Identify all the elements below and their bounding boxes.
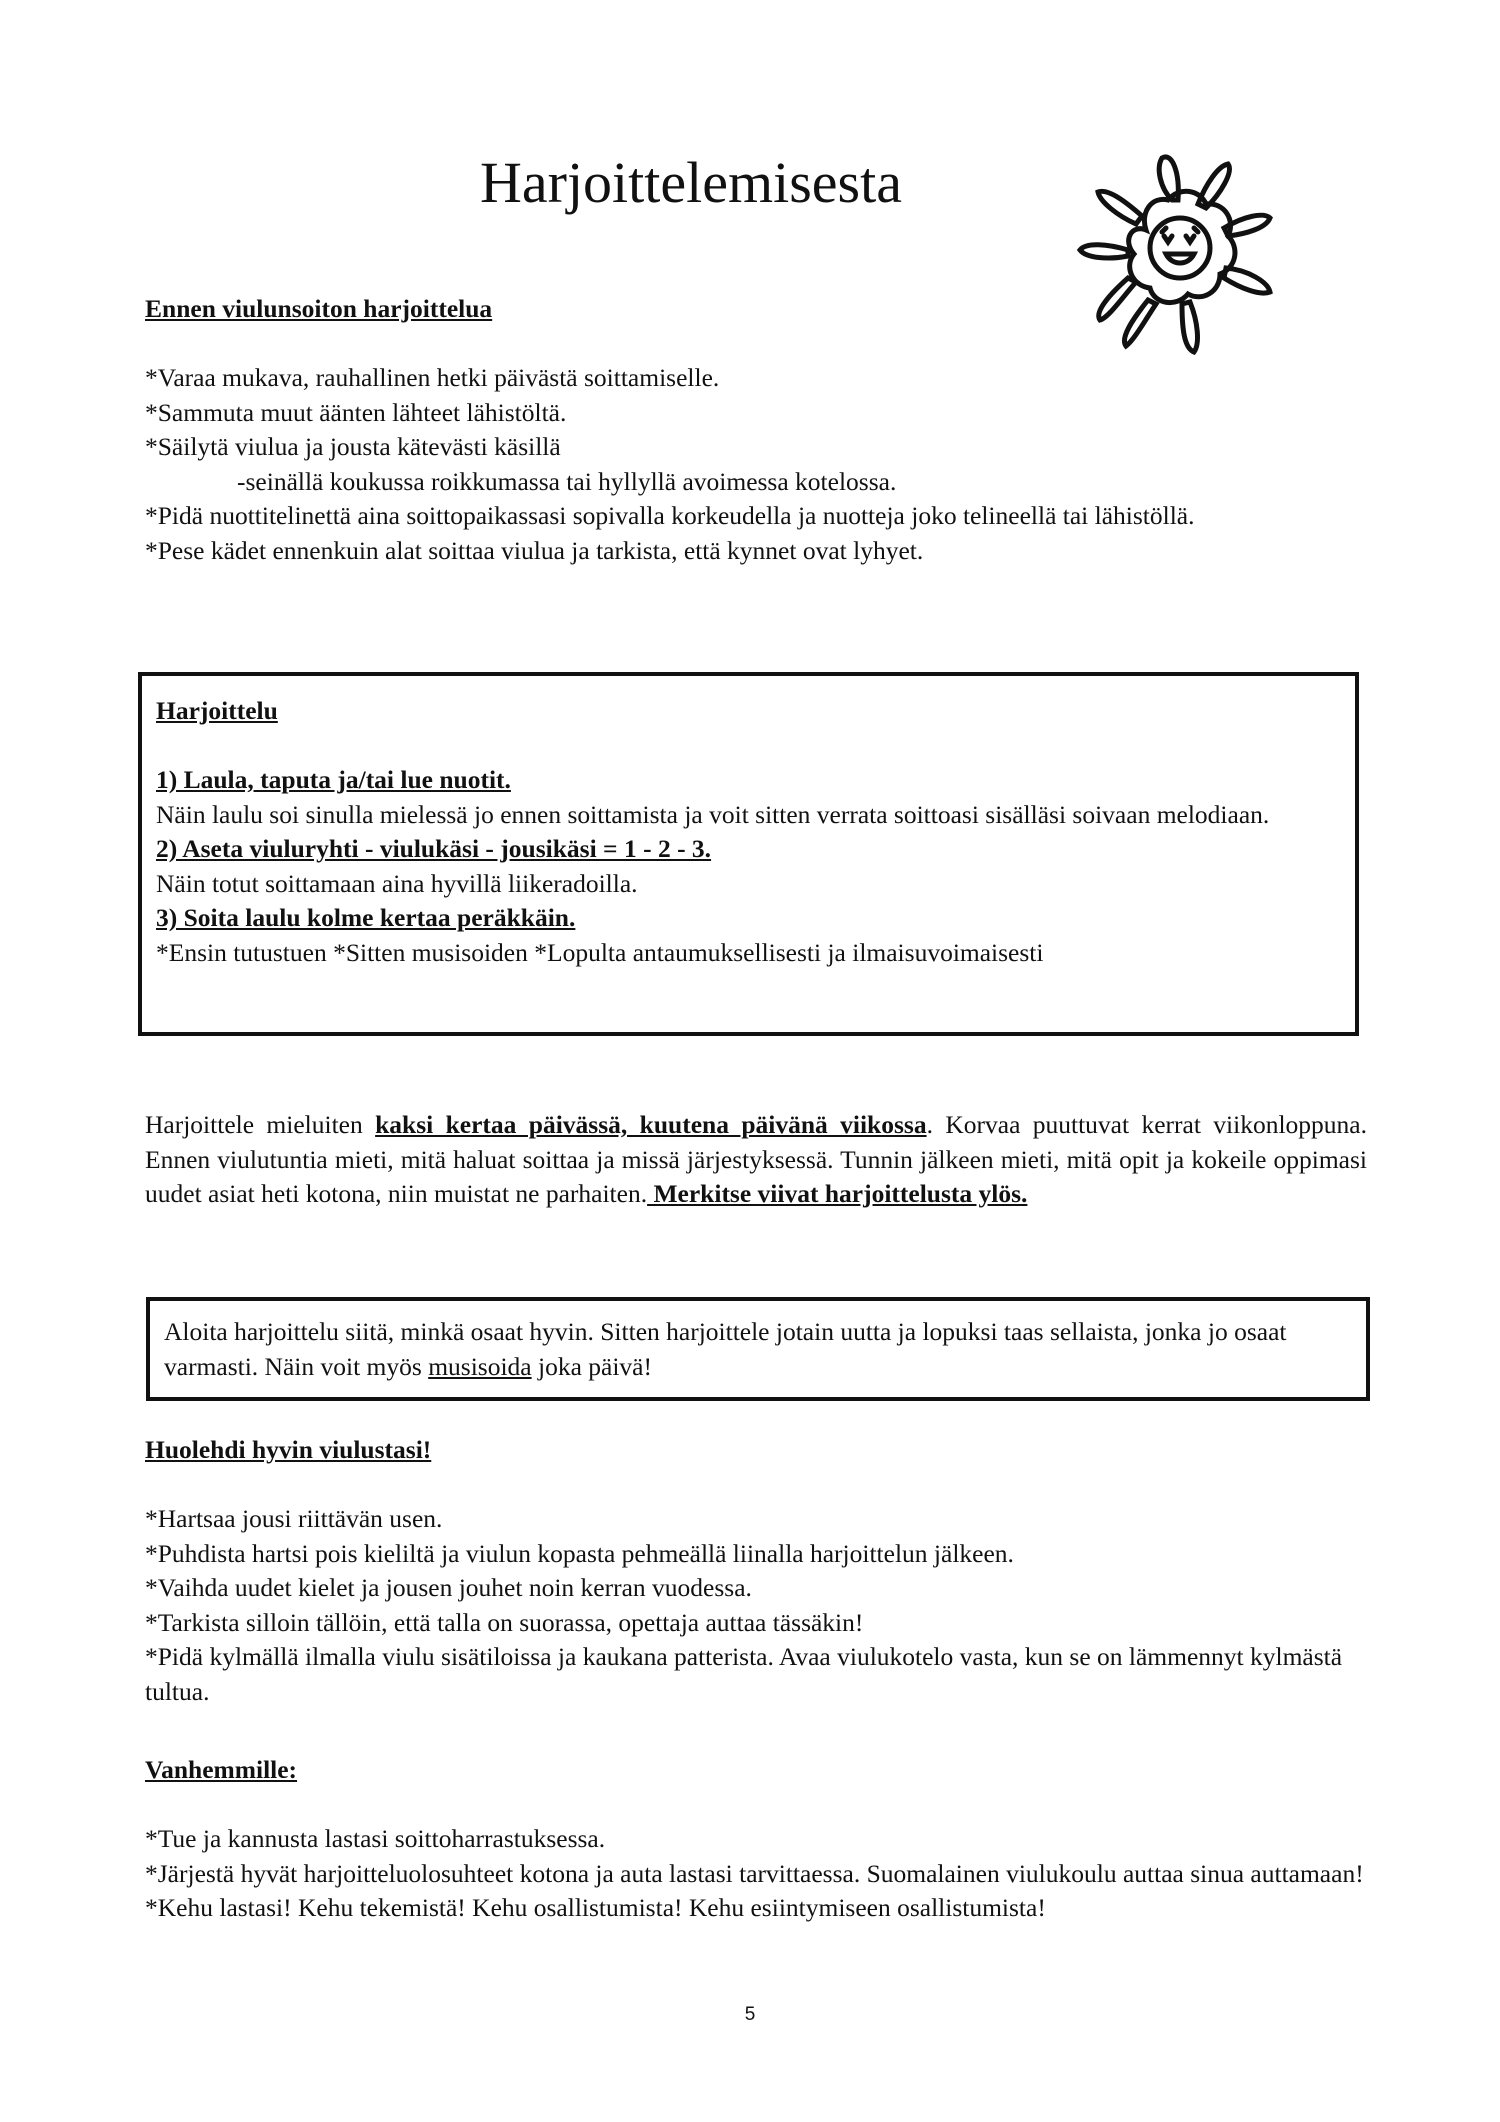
practice-step2-text: Näin totut soittamaan aina hyvillä liikeradoilla. [156, 868, 638, 898]
before-item: *Varaa mukava, rauhallinen hetki päivästä soittamiselle. [145, 363, 720, 392]
tip-box [146, 1297, 1370, 1401]
frequency-emphasis-2: Merkitse viivat harjoittelusta ylös. [647, 1179, 1028, 1208]
care-item: *Hartsaa jousi riittävän usen. [145, 1504, 443, 1533]
tip-text [164, 1315, 1352, 1384]
practice-step3-text: *Ensin tutustuen *Sitten musisoiden *Lopulta antaumuksellisesti ja ilmaisuvoimaisesti [156, 937, 1044, 967]
section-care-heading: Huolehdi hyvin viulustasi! [145, 1435, 432, 1464]
section-care [145, 1433, 1375, 1709]
practice-step1-text: Näin laulu soi sinulla mielessä jo ennen soittamista ja voit sitten verrata soittoasi sisälläsi soivaan melodiaan. [156, 799, 1270, 829]
section-parents-heading: Vanhemmille: [145, 1755, 298, 1784]
practice-step2-title: 2) Aseta viuluryhti - viulukäsi - jousikäsi = 1 - 2 - 3. [156, 834, 712, 863]
practice-step1-title: 1) Laula, taputa ja/tai lue nuotit. [156, 765, 511, 794]
frequency-text-2: . Korvaa puuttuvat kerrat viikonloppuna. Ennen viulutuntia mieti, mitä haluat soittaa ja missä järjestyksessä. Tunnin jälkeen mieti, mitä opit ja kokeile oppimasi uudet asiat heti kotona, niin muistat ne parhaiten. [145, 1110, 1367, 1208]
care-item: *Puhdista hartsi pois kieliltä ja viulun kopasta pehmeällä liinalla harjoittelun jälkeen. [145, 1538, 1014, 1568]
section-parents [145, 1753, 1375, 1926]
section-before-practice [145, 292, 1375, 568]
before-item: *Säilytä viulua ja jousta kätevästi käsillä [145, 432, 561, 461]
tip-text-1: Aloita harjoittelu siitä, minkä osaat hyvin. Sitten harjoittele jotain uutta ja lopuksi taas sellaista, jonka jo osaat varmasti. Näin voit myös [164, 1317, 1287, 1381]
frequency-emphasis: kaksi kertaa päivässä, kuutena päivänä viikossa [375, 1110, 927, 1139]
frequency-paragraph [145, 1108, 1367, 1212]
parents-item: *Kehu lastasi! Kehu tekemistä! Kehu osallistumista! Kehu esiintymiseen osallistumista! [145, 1893, 1046, 1922]
before-item: -seinällä koukussa roikkumassa tai hyllyllä avoimessa kotelossa. [237, 466, 897, 496]
frequency-text-1: Harjoittele mieluiten [145, 1110, 376, 1139]
care-item: *Tarkista silloin tällöin, että talla on suorassa, opettaja auttaa tässäkin! [145, 1607, 864, 1637]
care-item: *Pidä kylmällä ilmalla viulu sisätiloissa ja kaukana patterista. Avaa viulukotelo vasta, kun se on lämmennyt kylmästä tultua. [145, 1642, 1343, 1706]
page-title: Harjoittelemisesta [480, 150, 902, 215]
before-item: *Sammuta muut äänten lähteet lähistöltä. [145, 397, 567, 427]
practice-box [138, 672, 1359, 1036]
practice-step3-title: 3) Soita laulu kolme kertaa peräkkäin. [156, 903, 576, 932]
practice-heading: Harjoittelu [156, 696, 278, 725]
section-before-heading: Ennen viulunsoiton harjoittelua [145, 294, 493, 323]
before-item: *Pese kädet ennenkuin alat soittaa viulua ja tarkista, että kynnet ovat lyhyet. [145, 535, 924, 565]
tip-underlined: musisoida [428, 1351, 532, 1381]
care-item: *Vaihda uudet kielet ja jousen jouhet noin kerran vuodessa. [145, 1573, 752, 1602]
parents-item: *Järjestä hyvät harjoitteluolosuhteet kotona ja auta lastasi tarvittaessa. Suomalainen viulukoulu auttaa sinua auttamaan! [145, 1858, 1364, 1888]
parents-item: *Tue ja kannusta lastasi soittoharrastuksessa. [145, 1824, 606, 1853]
tip-text-2: joka päivä! [531, 1351, 652, 1381]
before-item: *Pidä nuottitelinettä aina soittopaikassasi sopivalla korkeudella ja nuotteja joko telineellä tai lähistöllä. [145, 501, 1195, 530]
page-number: 5 [744, 2004, 756, 2025]
